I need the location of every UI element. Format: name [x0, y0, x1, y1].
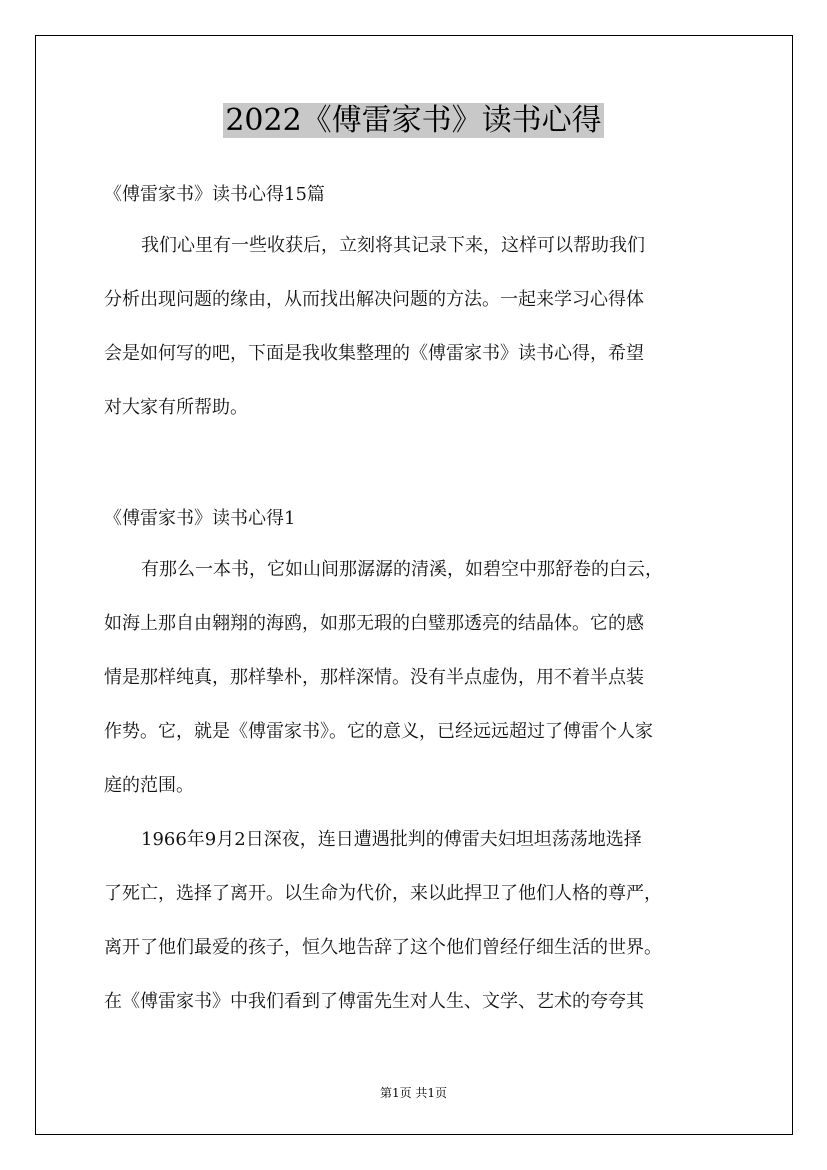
- page-footer: 第1页 共1页: [379, 1086, 448, 1100]
- paragraph-line: 作势。它，就是《傅雷家书》。它的意义，已经远远超过了傅雷个人家: [104, 721, 653, 742]
- intro-line: 分析出现问题的缘由，从而找出解决问题的方法。一起来学习心得体: [104, 289, 644, 310]
- intro-line: 我们心里有一些收获后，立刻将其记录下来，这样可以帮助我们: [141, 235, 645, 256]
- paragraph-1: [104, 543, 734, 813]
- paragraph-line: 在《傅雷家书》中我们看到了傅雷先生对人生、文学、艺术的夸夸其: [104, 991, 644, 1012]
- section-heading: 《傅雷家书》读书心得1: [104, 508, 296, 529]
- paragraph-line: 1966年9月2日深夜，连日遭遇批判的傅雷夫妇坦坦荡荡地选择: [141, 829, 642, 850]
- intro-line: 对大家有所帮助。: [104, 397, 248, 418]
- paragraph-line: 庭的范围。: [104, 775, 194, 796]
- paragraph-line: 离开了他们最爱的孩子，恒久地告辞了这个他们曾经仔细生活的世界。: [104, 937, 662, 958]
- paragraph-line: 情是那样纯真，那样挚朴，那样深情。没有半点虚伪，用不着半点装: [104, 667, 644, 688]
- document-title: 2022《傅雷家书》读书心得: [225, 103, 602, 138]
- intro-paragraph: [104, 219, 734, 435]
- document-subtitle: 《傅雷家书》读书心得15篇: [104, 184, 325, 205]
- paragraph-2: [104, 813, 734, 1029]
- paragraph-line: 了死亡，选择了离开。以生命为代价，来以此捍卫了他们人格的尊严，: [104, 883, 662, 904]
- intro-line: 会是如何写的吧，下面是我收集整理的《傅雷家书》读书心得，希望: [104, 343, 644, 364]
- paragraph-line: 如海上那自由翱翔的海鸥，如那无瑕的白璧那透亮的结晶体。它的感: [104, 613, 644, 634]
- paragraph-line: 有那么一本书，它如山间那潺潺的清溪，如碧空中那舒卷的白云，: [141, 559, 663, 580]
